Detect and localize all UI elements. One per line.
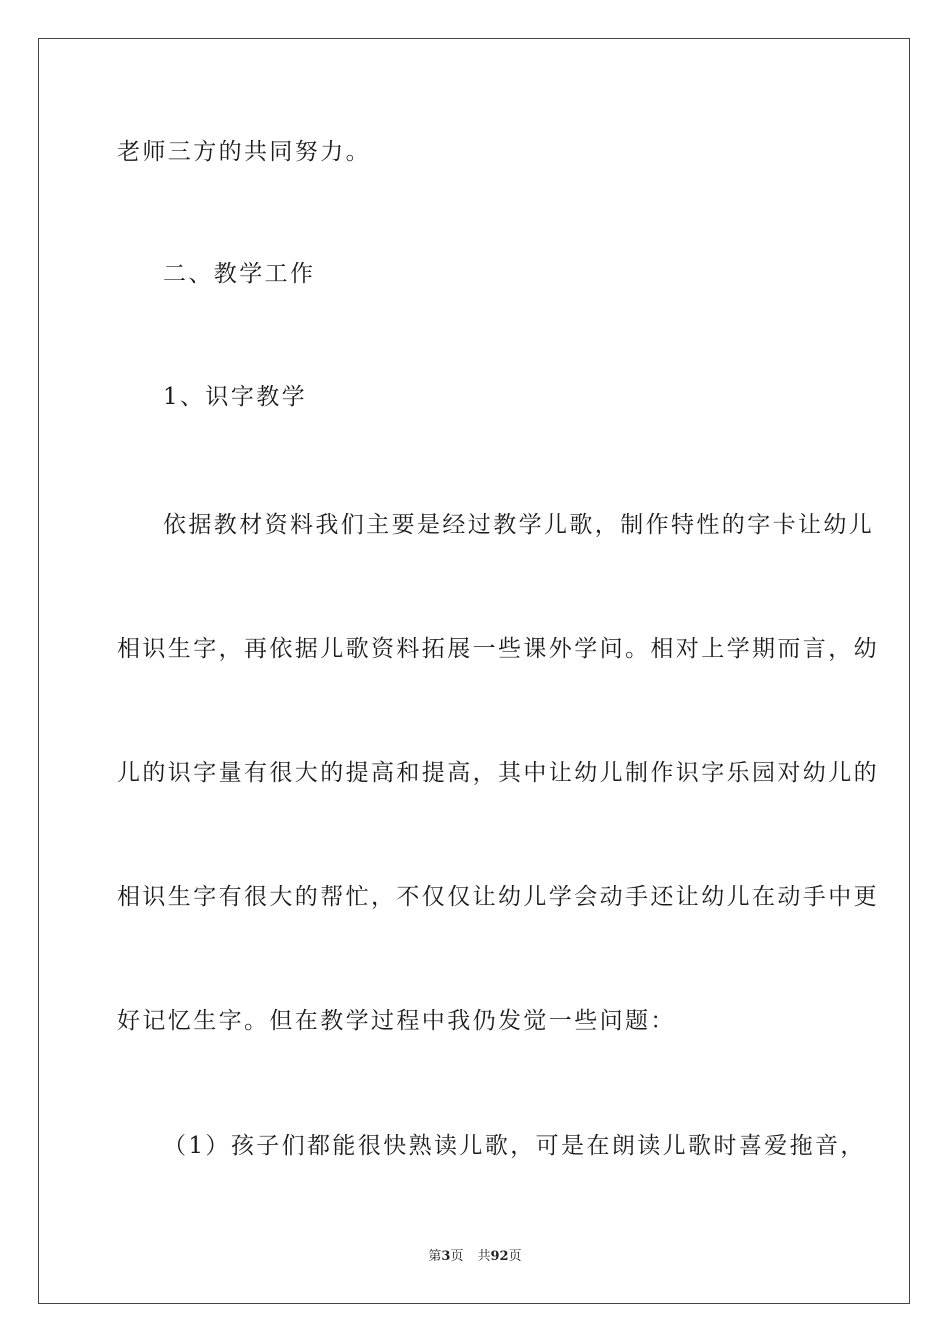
- paragraph-continuation: 老师三方的共同努力。: [117, 139, 371, 165]
- page-prefix: 第: [428, 1249, 442, 1264]
- section-heading: 二、教学工作: [163, 261, 316, 287]
- paragraph-line: 相识生字有很大的帮忙，不仅仅让幼儿学会动手还让幼儿在动手中更: [117, 884, 879, 910]
- page-footer: [0, 1248, 950, 1266]
- total-pages: 92: [490, 1249, 509, 1264]
- page-suffix: 页: [450, 1249, 464, 1264]
- total-prefix: 共: [477, 1249, 491, 1264]
- paragraph-line: 相识生字，再依据儿歌资料拓展一些课外学问。相对上学期而言，幼: [117, 636, 879, 662]
- paragraph-line: 儿的识字量有很大的提高和提高，其中让幼儿制作识字乐园对幼儿的: [117, 760, 879, 786]
- page-number: 3: [441, 1249, 451, 1264]
- paragraph-line: 依据教材资料我们主要是经过教学儿歌，制作特性的字卡让幼儿: [163, 512, 875, 538]
- list-item-line: （1）孩子们都能很快熟读儿歌，可是在朗读儿歌时喜爱拖音，: [163, 1133, 866, 1159]
- subsection-heading: 1、识字教学: [163, 384, 308, 410]
- paragraph-line: 好记忆生字。但在教学过程中我仍发觉一些问题：: [117, 1008, 676, 1034]
- page-border: [38, 38, 910, 1304]
- total-suffix: 页: [508, 1249, 522, 1264]
